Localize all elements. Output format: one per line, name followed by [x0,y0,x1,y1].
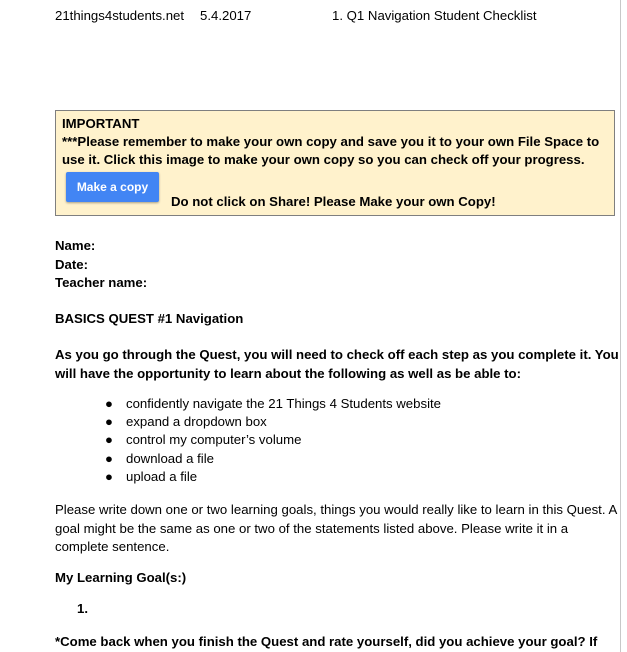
objective-text: expand a dropdown box [126,414,267,430]
quest-intro: As you go through the Quest, you will need to check off each step as you complete it. You will have the opportunity to learn about the following as well as be able to: [55,347,619,381]
list-item [105,395,441,413]
header-site: 21things4students.net [55,8,185,23]
bullet-icon: ● [105,432,113,448]
bullet-icon: ● [105,414,113,430]
important-text: ***Please remember to make your own copy and save you it to your own File Space to use it. Click this image to make your own copy so you can check off your progress. [62,134,600,167]
list-item [105,431,441,449]
date-field-label: Date: [55,256,88,272]
make-a-copy-button[interactable]: Make a copy [66,172,159,202]
important-title: IMPORTANT [62,116,140,131]
share-warning: Do not click on Share! Please Make your own Copy! [171,194,496,209]
quest-title: BASICS QUEST #1 Navigation [55,311,244,326]
student-info-fields [55,237,147,293]
bullet-icon: ● [105,396,113,411]
bullet-icon: ● [105,450,113,466]
header-date: 5.4.2017 [200,8,252,23]
learning-goals-heading: My Learning Goal(s:) [55,570,187,585]
name-field-label: Name: [55,238,96,253]
come-back-instruction: *Come back when you finish the Quest and rate yourself, did you achieve your goal? If [55,634,598,649]
objective-text: upload a file [126,468,198,484]
bullet-icon: ● [105,468,113,484]
objective-text: control my computer’s volume [126,432,302,448]
objective-text: confidently navigate the 21 Things 4 Students website [126,396,441,411]
list-item [105,450,441,468]
header-title: 1. Q1 Navigation Student Checklist [332,8,537,23]
objectives-list [105,395,441,486]
goal-number-1: 1. [77,601,88,616]
objective-text: download a file [126,450,214,466]
teacher-name-field-label: Teacher name: [55,275,148,290]
important-notice-box [55,110,615,216]
learning-goal-prompt: Please write down one or two learning goals, things you would really like to learn in this Quest. A goal might be the same as one or two of the statements listed above. Please write it in a complete sentence. [55,502,617,554]
page-edge [620,0,621,652]
list-item [105,468,441,486]
list-item [105,413,441,431]
